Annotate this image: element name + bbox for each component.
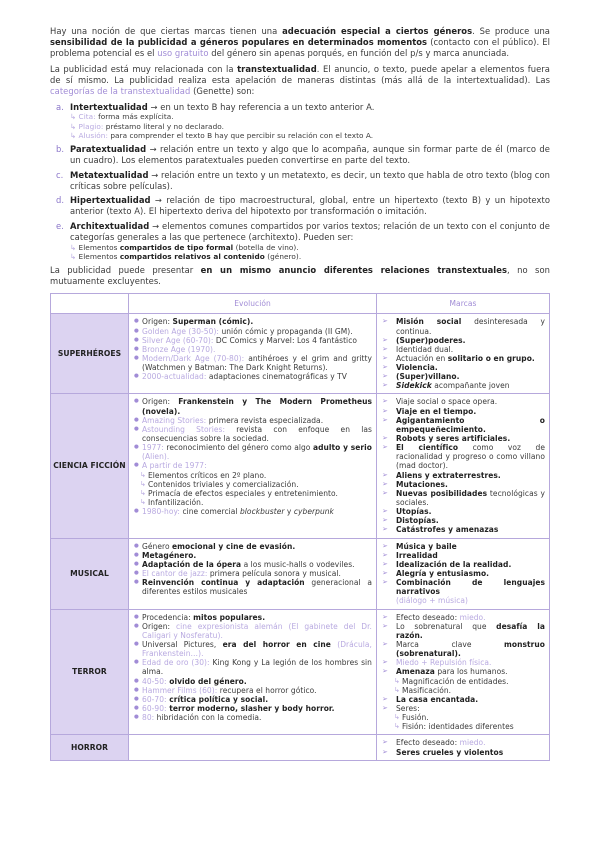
- category-subitem: [70, 122, 550, 131]
- category-label: a.: [56, 101, 64, 112]
- text-run: adulto y serio: [312, 443, 372, 453]
- marcas-item: [382, 704, 545, 713]
- evolucion-cell: [129, 538, 377, 609]
- text-run: a los music-halls o vodeviles.: [241, 559, 355, 569]
- evolucion-item: [134, 578, 372, 596]
- text-run: 60-90:: [142, 703, 167, 713]
- marcas-subitem: [382, 677, 545, 686]
- marcas-item: [382, 569, 545, 578]
- text-run: compartidos relativos al contenido: [119, 252, 265, 262]
- marcas-item: [382, 471, 545, 480]
- table-row: [51, 538, 550, 609]
- marcas-item: [382, 613, 545, 622]
- text-run: Silver Age (60-70):: [142, 335, 214, 345]
- marcas-cell: [377, 314, 550, 394]
- text-run: miedo.: [459, 612, 486, 622]
- text-run: Bronze Age (1970).: [142, 344, 216, 354]
- evolucion-item: [134, 640, 372, 658]
- text-run: Distopías.: [396, 516, 439, 526]
- text-run: Infantilización.: [148, 498, 204, 508]
- category-label: d.: [56, 195, 65, 206]
- text-run: Robots y seres artificiales.: [396, 434, 511, 444]
- text-run: terror moderno, slasher y body horror.: [166, 703, 335, 713]
- marcas-item: [382, 738, 545, 747]
- text-run: Amazing Stories:: [142, 415, 207, 425]
- text-run: compartidos de tipo formal: [119, 243, 234, 253]
- subitem-arrow-icon: ↳: [70, 252, 79, 262]
- text-run: acompañante joven: [431, 381, 510, 391]
- text-run: (Super)villano.: [396, 372, 460, 382]
- text-run: 80:: [142, 713, 155, 723]
- text-run: cine expresionista alemán (El gabinete del Dr. Caligari y Nosferatu).: [142, 621, 372, 640]
- text-run: emocional y cine de evasión.: [172, 541, 296, 551]
- text-run: cyberpunk: [293, 507, 334, 517]
- genre-name: SUPERHÉROES: [51, 314, 129, 394]
- table-header-evolucion: Evolución: [129, 294, 377, 314]
- evolucion-list: [134, 317, 372, 381]
- text-run: 2000-actualidad:: [142, 372, 207, 382]
- text-run: Elementos críticos en 2º plano.: [148, 470, 267, 480]
- text-run: olvido del género.: [166, 676, 247, 686]
- marcas-item: [382, 560, 545, 569]
- text-run: A partir de 1977:: [142, 461, 207, 471]
- subitem-arrow-icon: ↳: [70, 243, 79, 253]
- text-run: → elementos comunes compartidos por varios textos; relación de un texto con el conjunto de categorías generales a las que pertenece (architexto). Pueden ser:: [70, 221, 550, 243]
- intro-paragraph-1: [50, 26, 550, 59]
- text-run: reconocimiento del género como algo: [163, 443, 313, 453]
- text-run: Fusión.: [402, 713, 429, 723]
- text-run: Modern/Dark Age (70-80):: [142, 353, 245, 363]
- text-run: Sidekick: [396, 381, 432, 391]
- marcas-continuation: [382, 596, 545, 605]
- transtextuality-categories-list: [50, 102, 550, 262]
- marcas-item: [382, 516, 545, 525]
- category-text: [70, 144, 550, 166]
- text-run: → relación de tipo macroestructural, global, entre un hipertexto (texto B) y un hipotexto anterior (texto A). El hipertexto deriva del hipotexto por transformación o imitación.: [70, 195, 550, 217]
- evolucion-cell: [129, 609, 377, 735]
- text-run: Architextualidad: [70, 221, 150, 232]
- text-run: Amenaza: [396, 667, 435, 677]
- evolucion-cell: [129, 735, 377, 760]
- text-run: Seres:: [396, 703, 420, 713]
- text-run: unión cómic y propaganda (II GM).: [219, 326, 353, 336]
- text-run: Reinvención continua y adaptación: [142, 578, 305, 588]
- text-run: Superman (cómic).: [172, 317, 254, 327]
- text-run: Nuevas posibilidades: [396, 488, 488, 498]
- text-run: Género: [142, 541, 173, 551]
- text-run: Origen:: [142, 317, 173, 327]
- category-item: [50, 170, 550, 192]
- table-row: [51, 314, 550, 394]
- evolucion-list: [134, 613, 372, 723]
- text-run: Edad de oro (30):: [142, 658, 210, 668]
- text-run: La publicidad puede presentar: [50, 265, 201, 276]
- text-run: (Super)poderes.: [396, 335, 466, 345]
- marcas-subitem: [382, 713, 545, 722]
- marcas-subitem: [382, 722, 545, 731]
- text-run: Frankenstein y The Modern Prometheus (novela).: [142, 397, 372, 416]
- category-item: [50, 195, 550, 217]
- evolucion-item: [134, 354, 372, 372]
- text-run: . Se produce una: [472, 26, 550, 36]
- marcas-item: [382, 381, 545, 390]
- text-run: solitario o en grupo.: [447, 353, 535, 363]
- category-item: [50, 221, 550, 261]
- marcas-item: [382, 489, 545, 507]
- text-run: 60-70:: [142, 694, 167, 704]
- text-run: El científico: [396, 443, 459, 453]
- outro-paragraph: [50, 265, 550, 287]
- table-header-empty: [51, 294, 129, 314]
- marcas-item: [382, 443, 545, 470]
- genre-name: TERROR: [51, 609, 129, 735]
- text-run: La publicidad está muy relacionada con la: [50, 63, 238, 74]
- evolucion-item: [134, 345, 372, 354]
- text-run: Seres crueles y violentos: [396, 747, 504, 757]
- text-run: Origen:: [142, 397, 179, 407]
- subitem-arrow-icon: ↳: [70, 112, 79, 122]
- text-run: La casa encantada.: [396, 694, 479, 704]
- evolucion-list: [134, 542, 372, 597]
- text-run: en un mismo anuncio diferentes relaciones transtextuales: [200, 265, 507, 276]
- evolucion-item: [134, 551, 372, 560]
- text-run: Viaje social o space opera.: [396, 397, 498, 407]
- text-run: y: [284, 507, 294, 517]
- evolucion-item: [134, 686, 372, 695]
- marcas-item: [382, 640, 545, 658]
- genre-name: MUSICAL: [51, 538, 129, 609]
- text-run: préstamo literal y no declarado.: [103, 121, 225, 131]
- text-run: transtextualidad: [237, 63, 317, 74]
- marcas-cell: [377, 538, 550, 609]
- text-run: Efecto deseado:: [396, 738, 460, 748]
- evolucion-item: [134, 443, 372, 461]
- text-run: (Alien).: [142, 452, 170, 462]
- marcas-item: [382, 622, 545, 640]
- text-run: forma más explícita.: [95, 112, 174, 122]
- text-run: Masificación.: [402, 685, 452, 695]
- evolucion-subitem: [134, 489, 372, 498]
- text-run: (Drácula, Frankenstein…).: [142, 640, 372, 659]
- marcas-item: [382, 658, 545, 667]
- text-run: Plagio:: [78, 121, 104, 131]
- marcas-item: [382, 336, 545, 345]
- marcas-item: [382, 345, 545, 354]
- text-run: 40-50:: [142, 676, 167, 686]
- text-run: DC Comics y Marvel: Los 4 fantástico: [213, 335, 358, 345]
- category-subitem: [70, 252, 550, 261]
- text-run: → en un texto B hay referencia a un texto anterior A.: [147, 101, 375, 112]
- marcas-item: [382, 397, 545, 406]
- evolucion-item: [134, 695, 372, 704]
- text-run: Catástrofes y amenazas: [396, 525, 499, 535]
- text-run: mitos populares.: [193, 612, 266, 622]
- text-run: Música y baile: [396, 541, 457, 551]
- text-run: para comprender el texto B hay que percibir su relación con el texto A.: [107, 130, 374, 140]
- marcas-list: [382, 317, 545, 390]
- text-run: Intertextualidad: [70, 101, 148, 112]
- category-item: [50, 102, 550, 140]
- evolucion-item: [134, 677, 372, 686]
- text-run: King Kong y La legión de los hombres sin alma.: [142, 658, 372, 677]
- evolucion-item: [134, 327, 372, 336]
- text-run: como voz de racionalidad y progreso o como villano (mad doctor).: [396, 443, 545, 471]
- text-run: Primacía de efectos especiales y entretenimiento.: [148, 488, 338, 498]
- category-label: e.: [56, 221, 64, 232]
- genre-name: CIENCIA FICCIÓN: [51, 394, 129, 538]
- marcas-list: [382, 397, 545, 534]
- category-subitem: [70, 243, 550, 252]
- text-run: Utopías.: [396, 507, 432, 517]
- marcas-item: [382, 416, 545, 434]
- text-run: Fisión: identidades diferentes: [402, 722, 514, 732]
- text-run: Combinación de lenguajes narrativos: [396, 578, 545, 597]
- text-run: Alegría y entusiasmo.: [396, 569, 490, 579]
- text-run: Hipertextualidad: [70, 195, 151, 206]
- text-run: del género sin apenas porqués, en función del p/s y marca anunciada.: [208, 47, 510, 58]
- text-run: Hay una noción de que ciertas marcas tienen una: [50, 26, 283, 36]
- marcas-item: [382, 551, 545, 560]
- evolucion-item: [134, 704, 372, 713]
- category-text: [70, 102, 550, 113]
- marcas-item: [382, 354, 545, 363]
- text-run: Elementos: [78, 252, 120, 262]
- text-run: Idealización de la realidad.: [396, 559, 512, 569]
- text-run: Marca clave: [396, 640, 505, 649]
- text-run: → relación entre un texto y un metatexto, es decir, un texto que habla de otro texto (blog con críticas sobre películas).: [70, 169, 550, 191]
- evolucion-item: [134, 397, 372, 415]
- text-run: Aliens y extraterrestres.: [396, 470, 501, 480]
- category-subitem: [70, 131, 550, 140]
- table-body: [51, 314, 550, 760]
- text-run: sensibilidad de la publicidad a géneros populares en determinados momentos: [50, 36, 428, 47]
- text-run: adecuación especial a ciertos géneros: [282, 26, 473, 36]
- text-run: blockbuster: [239, 507, 285, 517]
- table-header-marcas: Marcas: [377, 294, 550, 314]
- text-run: antihéroes y el grim and gritty (Watchmen y Batman: The Dark Knight Returns).: [142, 353, 372, 373]
- text-run: Miedo + Repulsión física.: [396, 658, 492, 668]
- text-run: Metatextualidad: [70, 169, 149, 180]
- text-run: era del horror en cine: [222, 640, 331, 649]
- marcas-item: [382, 407, 545, 416]
- text-run: monstruo (sobrenatural).: [396, 640, 545, 659]
- evolucion-cell: [129, 394, 377, 538]
- marcas-list: [382, 738, 545, 756]
- text-run: adaptaciones cinematográficas y TV: [206, 372, 347, 382]
- text-run: El cantor de jazz:: [142, 569, 208, 579]
- text-run: Viaje en el tiempo.: [396, 406, 477, 416]
- text-run: desafía la razón.: [396, 621, 546, 640]
- evolucion-item: [134, 416, 372, 425]
- category-subitem: [70, 112, 550, 121]
- evolucion-list: [134, 397, 372, 516]
- text-run: primera revista especializada.: [206, 415, 324, 425]
- text-run: Actuación en: [396, 353, 448, 363]
- marcas-cell: [377, 735, 550, 760]
- marcas-item: [382, 748, 545, 757]
- text-run: generacional a diferentes estilos musicales: [142, 578, 372, 597]
- marcas-item: [382, 434, 545, 443]
- subitem-arrow-icon: ↳: [70, 121, 79, 131]
- text-run: 1977:: [142, 443, 164, 453]
- text-run: Mutaciones.: [396, 479, 448, 489]
- text-run: Irrealidad: [396, 550, 438, 560]
- text-run: → relación entre un texto y algo que lo acompaña, aunque sin formar parte de él (marco de un cuadro). Los elementos paratextuales pueden convertirse en parte del texto.: [70, 143, 550, 165]
- text-run: (diálogo + música): [396, 596, 469, 606]
- marcas-item: [382, 317, 545, 335]
- evolucion-item: [134, 336, 372, 345]
- text-run: Cita:: [78, 112, 96, 122]
- marcas-item: [382, 480, 545, 489]
- marcas-list: [382, 613, 545, 732]
- evolucion-item: [134, 569, 372, 578]
- marcas-subitem: [382, 686, 545, 695]
- text-run: (contacto con el público). El problema potencial es el: [50, 36, 550, 58]
- marcas-cell: [377, 609, 550, 735]
- text-run: uso gratuito: [157, 47, 209, 58]
- text-run: Lo sobrenatural que: [396, 621, 497, 631]
- text-run: Astounding Stories:: [142, 424, 226, 434]
- marcas-item: [382, 525, 545, 534]
- text-run: miedo.: [459, 738, 486, 748]
- text-run: tecnológicas y sociales.: [396, 488, 546, 508]
- marcas-item: [382, 372, 545, 381]
- evolucion-subitem: [134, 471, 372, 480]
- text-run: Alusión:: [78, 130, 108, 140]
- table-row: [51, 609, 550, 735]
- text-run: Magnificación de entidades.: [402, 676, 509, 686]
- category-text: [70, 170, 550, 192]
- marcas-item: [382, 667, 545, 676]
- text-run: Paratextualidad: [70, 143, 147, 154]
- category-item: [50, 144, 550, 166]
- marcas-list: [382, 542, 545, 606]
- text-run: Universal Pictures,: [142, 640, 223, 649]
- text-run: Efecto deseado:: [396, 612, 460, 622]
- genres-table: [50, 293, 550, 760]
- category-text: [70, 195, 550, 217]
- text-run: recupera el horror gótico.: [217, 685, 317, 695]
- text-run: Violencia.: [396, 363, 438, 373]
- marcas-item: [382, 507, 545, 516]
- category-text: [70, 221, 550, 243]
- marcas-item: [382, 578, 545, 596]
- text-run: primera película sonora y musical.: [207, 569, 341, 579]
- text-run: (Genette) son:: [190, 85, 255, 96]
- table-row: [51, 394, 550, 538]
- text-run: para los humanos.: [434, 667, 508, 677]
- text-run: desinteresada y continua.: [396, 317, 546, 336]
- marcas-cell: [377, 394, 550, 538]
- evolucion-item: [134, 507, 372, 516]
- category-label: c.: [56, 169, 64, 180]
- evolucion-item: [134, 425, 372, 443]
- evolucion-subitem: [134, 498, 372, 507]
- text-run: categorías de la transtextualidad: [50, 85, 191, 96]
- marcas-item: [382, 363, 545, 372]
- text-run: Adaptación de la ópera: [142, 559, 242, 569]
- text-run: cine comercial: [180, 507, 240, 517]
- text-run: (género).: [264, 252, 302, 262]
- text-run: Misión social: [396, 317, 462, 327]
- text-run: Hammer Films (60):: [142, 685, 218, 695]
- text-run: Elementos: [78, 243, 120, 253]
- text-run: Identidad dual.: [396, 344, 454, 354]
- text-run: Contenidos triviales y comercialización.: [148, 479, 299, 489]
- text-run: Procedencia:: [142, 612, 194, 622]
- evolucion-cell: [129, 314, 377, 394]
- genre-name: HORROR: [51, 735, 129, 760]
- text-run: Agigantamiento o empequeñecimiento.: [396, 415, 545, 434]
- text-run: revista con enfoque en las consecuencias sobre la sociedad.: [142, 424, 372, 444]
- evolucion-item: [134, 317, 372, 326]
- text-run: crítica política y social.: [166, 694, 269, 704]
- intro-paragraph-2: [50, 64, 550, 97]
- evolucion-item: [134, 560, 372, 569]
- marcas-item: [382, 542, 545, 551]
- text-run: 1980-hoy:: [142, 507, 181, 517]
- text-run: hibridación con la comedia.: [154, 713, 262, 723]
- evolucion-subitem: [134, 480, 372, 489]
- text-run: , no son mutuamente excluyentes.: [50, 265, 550, 287]
- table-header-row: [51, 294, 550, 314]
- subitem-arrow-icon: ↳: [70, 130, 79, 140]
- text-run: . El anuncio, o texto, puede apelar a elementos fuera de sí mismo. La publicidad realiza esta apelación de maneras distintas (más allá de la intertextualidad). Las: [50, 63, 550, 85]
- evolucion-item: [134, 542, 372, 551]
- evolucion-item: [134, 372, 372, 381]
- text-run: (botella de vino).: [233, 243, 299, 253]
- evolucion-item: [134, 658, 372, 676]
- evolucion-item: [134, 622, 372, 640]
- marcas-item: [382, 695, 545, 704]
- text-run: Golden Age (30-50):: [142, 326, 220, 336]
- evolucion-item: [134, 713, 372, 722]
- category-label: b.: [56, 143, 65, 154]
- table-row: [51, 735, 550, 760]
- text-run: Metagénero.: [142, 550, 197, 560]
- evolucion-item: [134, 613, 372, 622]
- text-run: Origen:: [142, 621, 176, 631]
- evolucion-item: [134, 461, 372, 470]
